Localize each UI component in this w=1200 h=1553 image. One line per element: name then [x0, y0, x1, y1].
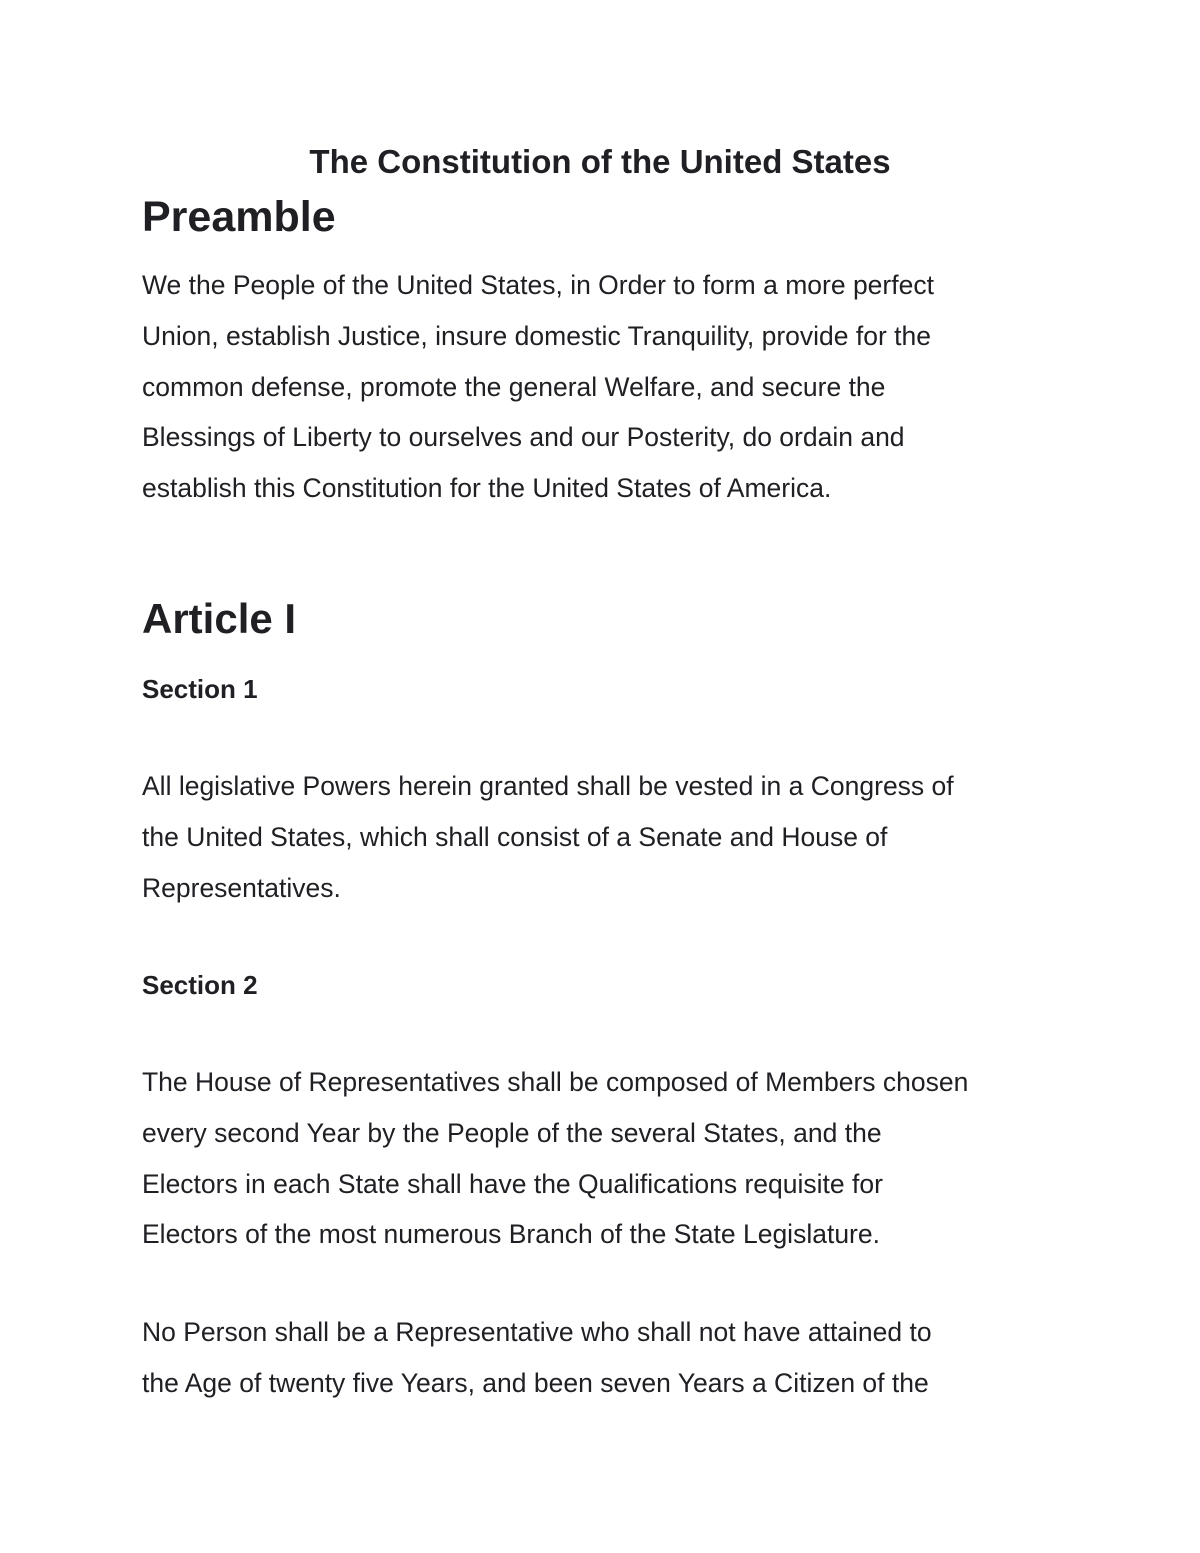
- preamble-line: establish this Constitution for the United States of America.: [142, 473, 832, 504]
- document-title: The Constitution of the United States: [309, 143, 891, 180]
- article-1-heading: Article I: [142, 595, 297, 642]
- preamble-heading: Preamble: [142, 193, 336, 241]
- section-2-line: No Person shall be a Representative who shall not have attained to: [142, 1317, 932, 1347]
- section-2-heading: Section 2: [142, 970, 258, 1000]
- section-1-line: Representatives.: [142, 872, 341, 903]
- preamble-line: Blessings of Liberty to ourselves and our Posterity, do ordain and: [142, 422, 905, 453]
- section-2-line: Electors of the most numerous Branch of the State Legislature.: [142, 1219, 880, 1250]
- section-1-line: All legislative Powers herein granted shall be vested in a Congress of: [142, 771, 954, 801]
- preamble-paragraph: [142, 260, 1072, 514]
- section-2-paragraph-1: [142, 1057, 1072, 1260]
- preamble-line: common defense, promote the general Welfare, and secure the: [142, 371, 886, 402]
- section-1-paragraph: [142, 761, 1072, 913]
- section-2-paragraph-2: [142, 1307, 1072, 1409]
- section-2-line: Electors in each State shall have the Qualifications requisite for: [142, 1168, 883, 1199]
- section-1-line: the United States, which shall consist of a Senate and House of: [142, 821, 888, 852]
- section-1-heading: Section 1: [142, 674, 258, 704]
- preamble-line: We the People of the United States, in Order to form a more perfect: [142, 270, 934, 300]
- section-2-line: every second Year by the People of the several States, and the: [142, 1117, 882, 1148]
- section-2-line: the Age of twenty five Years, and been seven Years a Citizen of the: [142, 1367, 929, 1398]
- section-2-line: The House of Representatives shall be composed of Members chosen: [142, 1067, 969, 1097]
- preamble-line: Union, establish Justice, insure domestic Tranquility, provide for the: [142, 320, 931, 351]
